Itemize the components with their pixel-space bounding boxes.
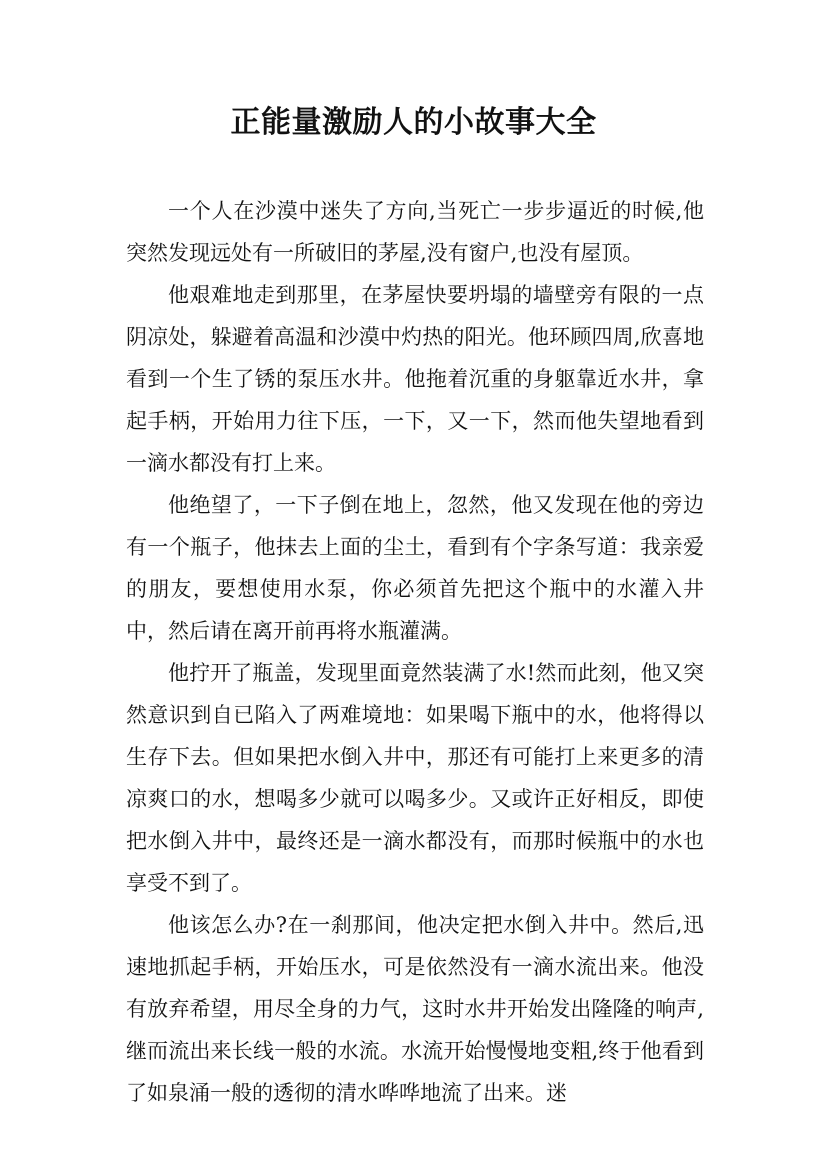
paragraph-5: 他该怎么办?在一刹那间，他决定把水倒入井中。然后,迅速地抓起手柄，开始压水，可是依然没有一滴水流出来。他没有放弃希望，用尽全身的力气，这时水井开始发出隆隆的响声,继而流出来长线一般的水流。水流开始慢慢地变粗,终于他看到了如泉涌一般的透彻的清水哗哗地流了出来。迷 [126, 913, 704, 1105]
paragraph-2: 他艰难地走到那里，在茅屋快要坍塌的墙壁旁有限的一点阴凉处，躲避着高温和沙漠中灼热的阳光。他环顾四周,欣喜地看到一个生了锈的泵压水井。他拖着沉重的身躯靠近水井，拿起手柄，开始用力往下压，一下，又一下，然而他失望地看到一滴水都没有打上来。 [126, 283, 704, 475]
paragraph-3: 他绝望了，一下子倒在地上，忽然，他又发现在他的旁边有一个瓶子，他抹去上面的尘土，看到有个字条写道：我亲爱的朋友，要想使用水泵，你必须首先把这个瓶中的水灌入井中，然后请在离开前再将水瓶灌满。 [126, 493, 704, 643]
paragraph-4: 他拧开了瓶盖，发现里面竟然装满了水!然而此刻，他又突然意识到自已陷入了两难境地：如果喝下瓶中的水，他将得以生存下去。但如果把水倒入井中，那还有可能打上来更多的清凉爽口的水，想喝多少就可以喝多少。又或许正好相反，即使把水倒入井中，最终还是一滴水都没有，而那时候瓶中的水也享受不到了。 [126, 661, 704, 895]
document-body [126, 190, 704, 1114]
document-title: 正能量激励人的小故事大全 [230, 105, 597, 140]
paragraph-1: 一个人在沙漠中迷失了方向,当死亡一步步逼近的时候,他突然发现远处有一所破旧的茅屋,没有窗户,也没有屋顶。 [126, 199, 704, 265]
